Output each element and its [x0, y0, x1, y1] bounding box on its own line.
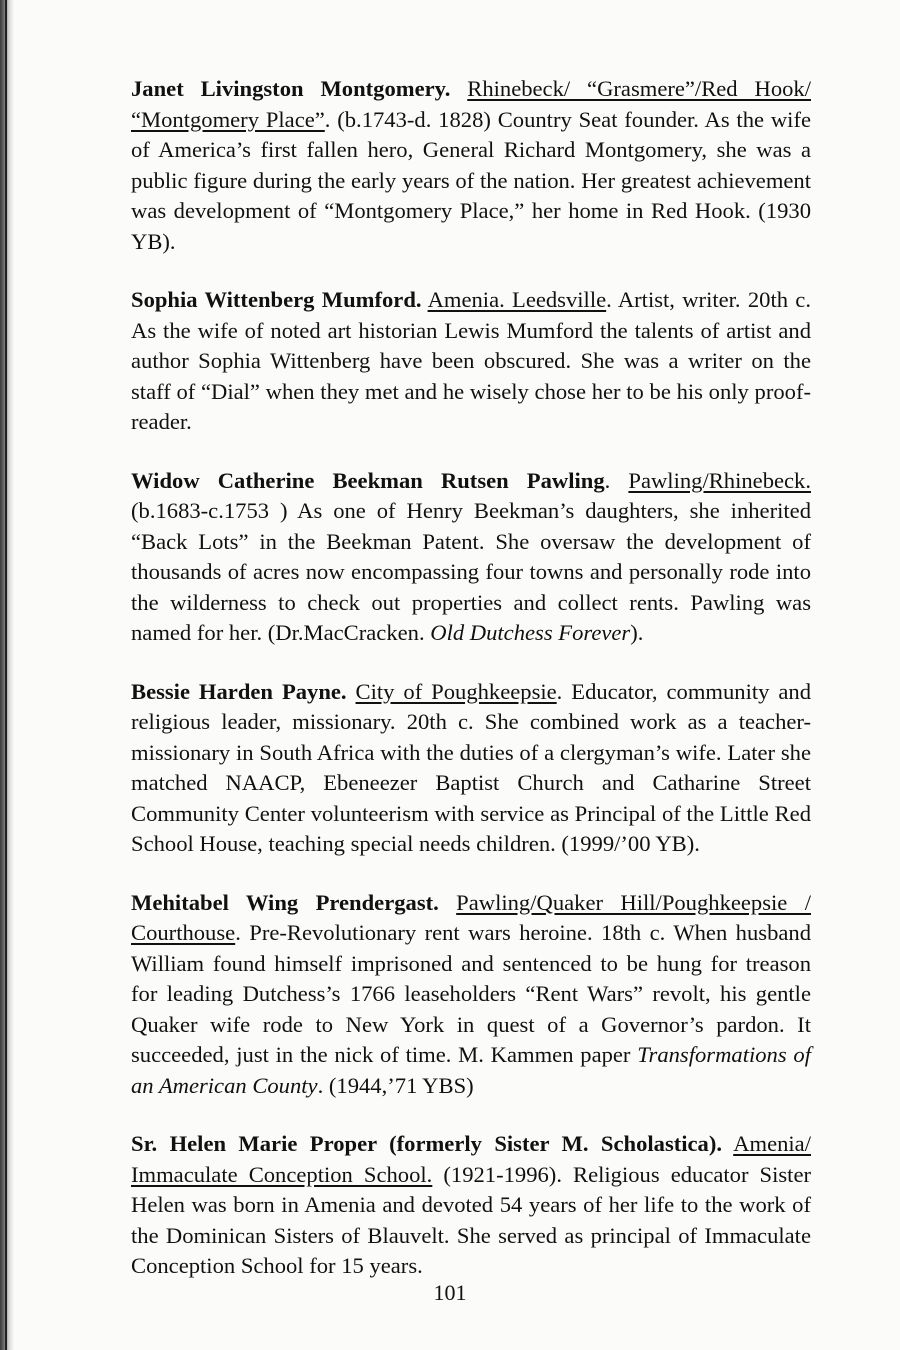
entry-mumford	[131, 285, 811, 438]
book-title: Old Dutchess Forever	[430, 620, 631, 645]
entry-place: City of Poughkeepsie	[355, 678, 557, 704]
page-number: 101	[433, 1280, 467, 1305]
entry-text: (1921-1996). Religious educator Sister Helen was born in Amenia and devoted 54 years of her life to the work of the Dominican Sisters of Blauvelt. She served as principal of Immaculate Conception School for 15 years.	[131, 1161, 811, 1278]
entry-name: Bessie Harden Payne.	[131, 678, 347, 704]
entry-place: Rhinebeck/ “Grasmere”/Red Hook/ “Montgomery Place”	[131, 76, 811, 132]
entry-pawling: Widow Catherine Beekman Rutsen Pawling. Pawling/Rhinebeck. (b.1683-c.1753 ) As one of Henry Beekman’s daughters, she inherited “Back Lots” in the Beekman Patent. She oversaw the development of thousands of acres now encompassing four towns and personally rode into the wilderness to check out properties and collect rents. Pawling was named for her. (Dr.MacCracken. Old Dutchess Forever).	[131, 467, 811, 645]
entry-text-end: . (1944,’71 YBS)	[317, 1072, 474, 1098]
entry-place: Amenia/ Immaculate Conception School.	[131, 1131, 811, 1187]
entry-text-end: ).	[630, 620, 644, 645]
document-page	[131, 74, 811, 1310]
entry-text: . (b.1743-d. 1828) Country Seat founder. As the wife of America’s first fallen hero, General Richard Montgomery, she was a public figure during the early years of the nation. Her greatest achievement was development of “Montgomery Place,” her home in Red Hook. (1930 YB).	[131, 106, 811, 254]
entry-montgomery	[131, 74, 811, 257]
entry-text: (b.1683-c.1753 ) As one of Henry Beekman’s daughters, she inherited “Back Lots” in the Beekman Patent. She oversaw the development of thousands of acres now encompassing four towns and personally rode into the wilderness to check out properties and collect rents. Pawling was named for her. (Dr.MacCracken.	[131, 498, 811, 645]
entry-place: Pawling/Rhinebeck.	[628, 467, 811, 493]
entry-name: Sophia Wittenberg Mumford.	[131, 287, 422, 312]
entry-text: . Artist, writer. 20th c. As the wife of noted art historian Lewis Mumford the talents of artist and author Sophia Wittenberg have been obscured. She was a writer on the staff of “Dial” when they met and he wisely chose her to be his only proof-reader.	[131, 287, 811, 434]
scan-edge-line	[5, 0, 7, 1350]
entry-place: Amenia. Leedsville	[427, 287, 607, 312]
entry-payne	[131, 677, 811, 860]
entry-name: Widow Catherine Beekman Rutsen Pawling	[131, 467, 605, 493]
entry-text: . Pre-Revolutionary rent wars heroine. 18th c. When husband William found himself imprisoned and sentenced to be hung for treason for leading Dutchess’s 1766 leaseholders “Rent Wars” revolt, his gentle Quaker wife rode to New York in quest of a Governor’s pardon. It succeeded, just in the nick of time. M. Kammen paper	[131, 920, 811, 1067]
paper-title: Transformations of an American County	[131, 1042, 811, 1098]
scan-edge	[0, 0, 14, 1350]
entry-name: Janet Livingston Montgomery.	[131, 76, 451, 101]
entry-prendergast	[131, 888, 811, 1102]
entry-name: Mehitabel Wing Prendergast.	[131, 889, 439, 915]
entry-proper	[131, 1129, 811, 1282]
entry-text: . Educator, community and religious leader, missionary. 20th c. She combined work as a teacher-missionary in South Africa with the duties of a clergyman’s wife. Later she matched NAACP, Ebeneezer Baptist Church and Catharine Street Community Center volunteerism with service as Principal of the Little Red School House, teaching special needs children. (1999/’00 YB).	[131, 678, 811, 856]
entry-place: Pawling/Quaker Hill/Poughkeepsie / Courthouse	[131, 889, 811, 945]
entry-name: Sr. Helen Marie Proper (formerly Sister M. Scholastica).	[131, 1131, 723, 1156]
